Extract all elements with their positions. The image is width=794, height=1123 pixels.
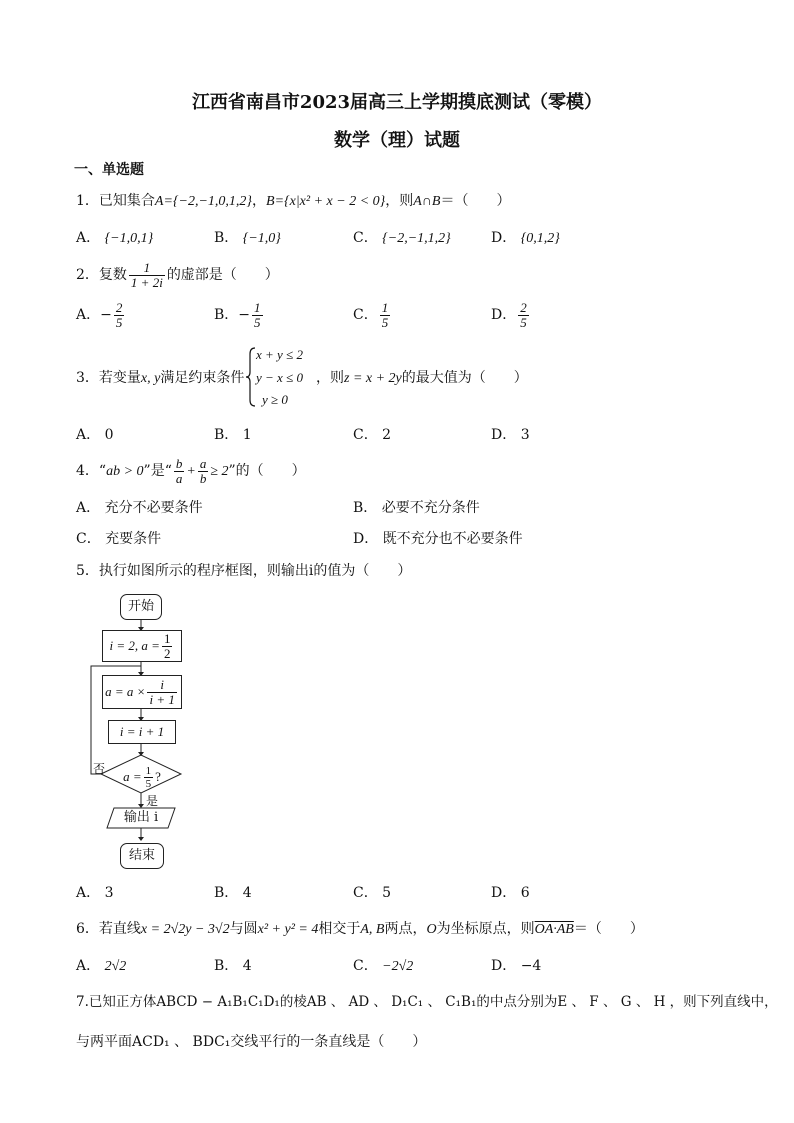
q4-option-d[interactable]: D． 既不充分也不必要条件	[353, 531, 523, 547]
question-2-stem: 2．复数 $\frac{1}{1 + 2i}$ 的虚部是（ ）	[76, 259, 279, 290]
question-7-stem-line2: 与两平面ACD₁ 、 BDC₁交线平行的一条直线是（ ）	[76, 1034, 427, 1050]
constraint-3: y ≥ 0	[262, 392, 288, 407]
q6-option-d[interactable]: D． −4	[491, 958, 542, 974]
q2-option-d[interactable]: D． $\frac{2}{5}$	[491, 299, 527, 330]
q3-option-a[interactable]: A． 0	[76, 427, 114, 443]
q6-option-b[interactable]: B． 4	[214, 958, 252, 974]
flowchart-condition: a = $\frac{1}{5}$ ?	[123, 764, 161, 790]
flowchart-start: 开始	[120, 594, 162, 620]
intersection-expr: A∩B	[413, 194, 441, 209]
q4-option-c[interactable]: C． 充要条件	[76, 531, 162, 547]
section-heading: 一、单选题	[74, 162, 144, 178]
flowchart-step-a: a = a × $\frac{i}{i + 1}$	[102, 675, 182, 709]
q5-option-b[interactable]: B． 4	[214, 885, 252, 901]
question-3-stem-a: 3．若变量x, y满足约束条件	[76, 370, 245, 386]
question-6-stem: 6．若直线x = 2√2y − 3√2与圆x² + y² = 4相交于A, B两点，O为坐标原点，则OA·AB＝（ ）	[76, 921, 644, 937]
constraint-1: x + y ≤ 2	[256, 347, 303, 362]
flowchart-yes-label: 是	[146, 794, 159, 808]
question-5-stem: 5．执行如图所示的程序框图，则输出i的值为（ ）	[76, 563, 412, 579]
page-subtitle: 数学（理）试题	[334, 130, 460, 151]
set-b: B={x|x² + x − 2 < 0}	[266, 194, 386, 209]
q3-option-d[interactable]: D． 3	[491, 427, 530, 443]
q6-option-c[interactable]: C． −2√2	[353, 958, 414, 974]
fraction: $\frac{1}{1 + 2i}$	[130, 259, 163, 290]
page-title: 江西省南昌市2023届高三上学期摸底测试（零模）	[191, 92, 603, 113]
q5-option-d[interactable]: D． 6	[491, 885, 530, 901]
q1-option-c[interactable]: C． {−2,−1,1,2}	[353, 230, 451, 246]
q3-option-b[interactable]: B． 1	[214, 427, 252, 443]
q1-option-d[interactable]: D． {0,1,2}	[491, 230, 560, 246]
question-1-stem: 1．已知集合A={−2,−1,0,1,2}，B={x|x² + x − 2 < 0}，则A∩B＝（ ）	[76, 193, 511, 209]
question-3-stem-b: ，则z = x + 2y的最大值为（ ）	[316, 370, 528, 386]
q1-option-a[interactable]: A． {−1,0,1}	[76, 230, 154, 246]
question-7-stem-line1: 7.已知正方体ABCD − A₁B₁C₁D₁的棱AB 、 AD 、 D₁C₁ 、 C₁B₁的中点分别为E 、 F 、 G 、 H ，则下列直线中，	[76, 994, 778, 1010]
q5-option-a[interactable]: A． 3	[76, 885, 114, 901]
flowchart-end: 结束	[120, 843, 164, 869]
flowchart-step-i: i = i + 1	[108, 720, 176, 744]
set-a: A={−2,−1,0,1,2}	[154, 194, 253, 209]
constraint-2: y − x ≤ 0	[256, 370, 303, 385]
q2-option-c[interactable]: C． $\frac{1}{5}$	[353, 299, 389, 330]
q6-option-a[interactable]: A． 2√2	[76, 958, 127, 974]
q4-option-b[interactable]: B． 必要不充分条件	[353, 500, 480, 516]
flowchart-output: 输出 i	[123, 810, 159, 825]
flowchart-init: i = 2, a = $\frac{1}{2}$	[102, 630, 182, 662]
q5-option-c[interactable]: C． 5	[353, 885, 392, 901]
q2-option-a[interactable]: A．− $\frac{2}{5}$	[76, 299, 123, 330]
q3-option-c[interactable]: C． 2	[353, 427, 392, 443]
flowchart-no-label: 否	[93, 762, 106, 776]
q1-option-b[interactable]: B． {−1,0}	[214, 230, 281, 246]
q4-option-a[interactable]: A． 充分不必要条件	[76, 500, 203, 516]
q2-option-b[interactable]: B．− $\frac{1}{5}$	[214, 299, 261, 330]
question-4-stem: 4．“ab > 0”是“ $\frac{b}{a}$ + $\frac{a}{b}$ ≥ 2”的（ ）	[76, 455, 306, 486]
